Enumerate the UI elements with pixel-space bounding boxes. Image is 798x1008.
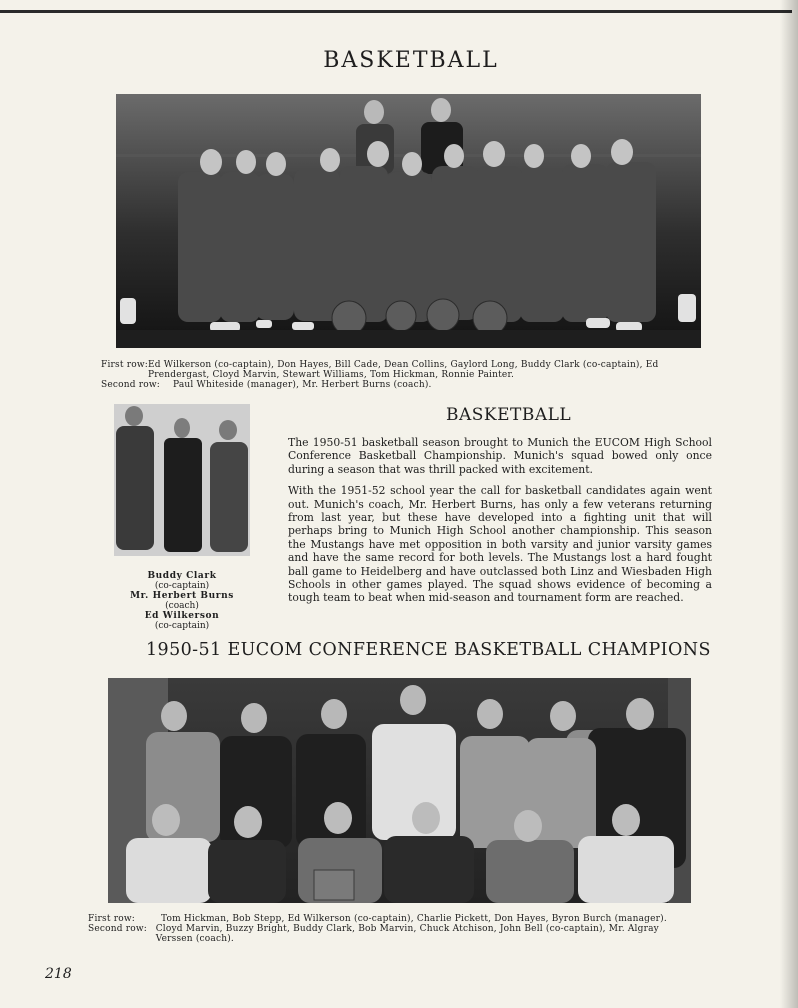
article-paragraph-2: With the 1951-52 school year the call for basketball candidates again went out. Munich's coach, Mr. Herbert Burns, has only a few veterans returning from last year, but these have developed into a fighting unit that will perhaps bring to Munich High School another championship. This season the Mustangs have met opposition in both varsity and junior varsity games and have the same record for both levels. The Mustangs lost a hard fought ball game to Heidelberg and have outclassed both Linz and Wiesbaden High Schools in other games played. The squad shows evidence of becoming a tough team to beat when mid-season and tournament form are reached. — [288, 484, 712, 605]
page-top-rule — [0, 10, 792, 13]
champions-first-row-names: Tom Hickman, Bob Stepp, Ed Wilkerson (co-captain), Charlie Pickett, Don Hayes, Byron Burch (manager). — [161, 914, 667, 924]
captain-name-1: Buddy Clark — [147, 571, 217, 581]
page-binding-shadow — [780, 0, 798, 1008]
captain-role-1: (co-captain) — [154, 581, 210, 591]
captain-name-2: Ed Wilkerson — [144, 611, 220, 621]
first-row-label: First row: — [101, 360, 148, 370]
captain-role-2: (co-captain) — [154, 621, 210, 631]
article-heading: BASKETBALL — [446, 405, 572, 425]
second-row-names: Paul Whiteside (manager), Mr. Herbert Burns (coach). — [173, 380, 432, 390]
page-number: 218 — [45, 966, 72, 982]
coach-role: (coach) — [165, 601, 199, 611]
first-row-names: Ed Wilkerson (co-captain), Don Hayes, Bill Cade, Dean Collins, Gaylord Long, Buddy Clark (co-captain), Ed Prendergast, Cloyd Marvin, Stewart Williams, Tom Hickman, Ronnie Painter. — [147, 360, 659, 380]
champions-heading: 1950-51 EUCOM CONFERENCE BASKETBALL CHAMPIONS — [146, 640, 711, 660]
team-photo — [116, 94, 701, 348]
champions-caption — [88, 914, 698, 944]
captains-photo — [114, 404, 250, 556]
champions-second-row-label: Second row: — [88, 924, 148, 934]
second-row-label: Second row: — [101, 380, 161, 390]
team-photo-caption — [101, 360, 701, 390]
coach-name: Mr. Herbert Burns — [130, 591, 234, 601]
article-body — [288, 436, 712, 613]
captains-caption — [112, 571, 252, 631]
page-heading: BASKETBALL — [323, 48, 499, 73]
champions-second-row-names: Cloyd Marvin, Buzzy Bright, Buddy Clark, Bob Marvin, Chuck Atchison, John Bell (co-captain), Mr. Algray Verssen (coach). — [155, 924, 659, 944]
champions-photo — [108, 678, 691, 903]
champions-first-row-label: First row: — [88, 914, 135, 924]
article-paragraph-1: The 1950-51 basketball season brought to Munich the EUCOM High School Conference Basketball Championship. Munich's squad bowed only once during a season that was thrill packed with excitement. — [288, 436, 712, 476]
